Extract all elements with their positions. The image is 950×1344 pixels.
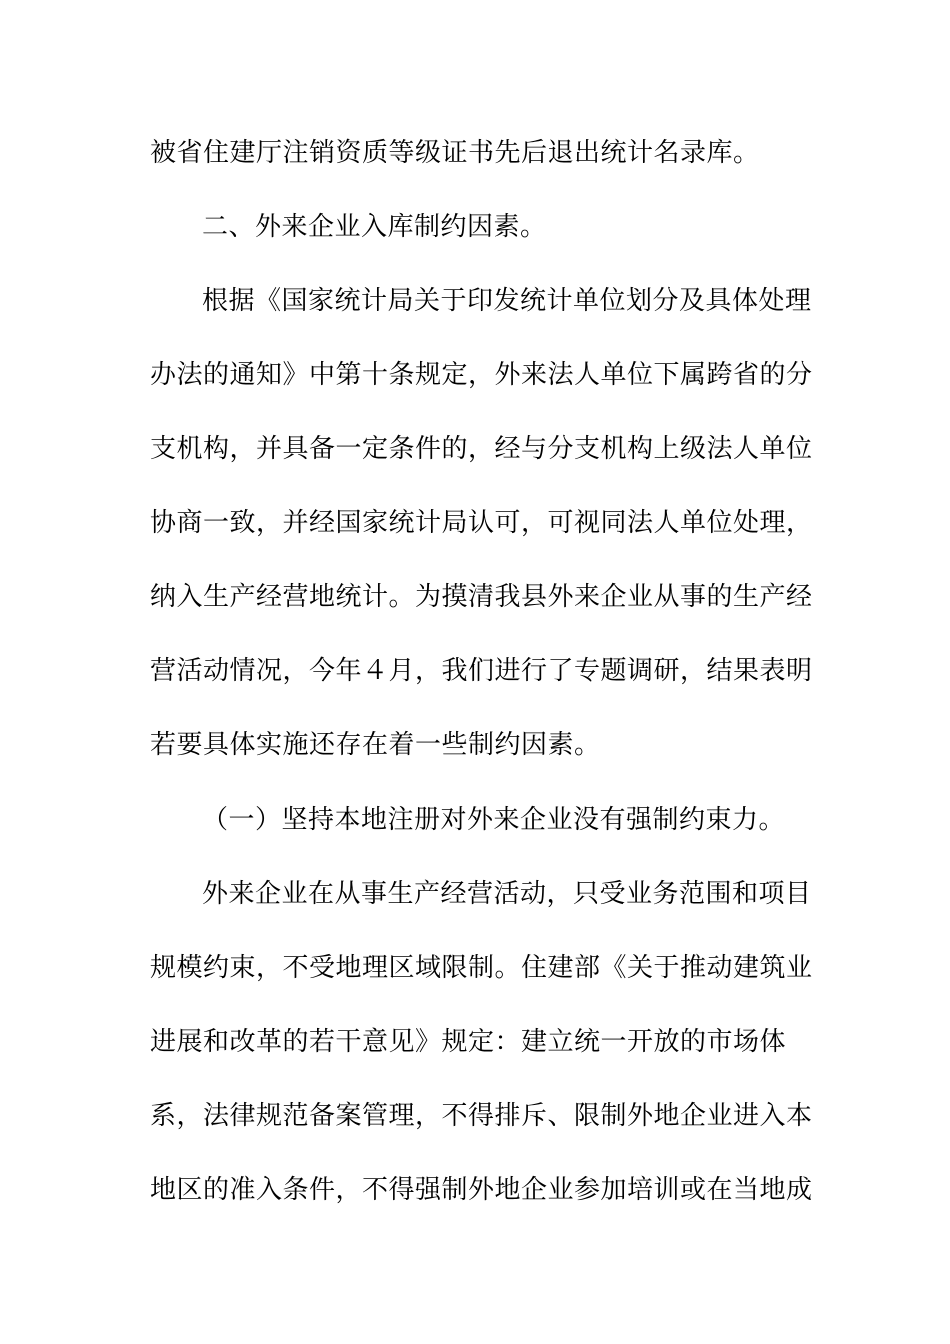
paragraph-line: 办法的通知》中第十条规定，外来法人单位下属跨省的分: [150, 360, 813, 390]
paragraph-line: 系，法律规范备案管理，不得排斥、限制外地企业进入本: [150, 1101, 813, 1131]
paragraph-line: 根据《国家统计局关于印发统计单位划分及具体处理: [202, 286, 812, 316]
paragraph-line: 被省住建厅注销资质等级证书先后退出统计名录库。: [150, 138, 760, 168]
paragraph-line: 营活动情况，今年４月，我们进行了专题调研，结果表明: [150, 656, 813, 686]
paragraph-line: 协商一致，并经国家统计局认可，可视同法人单位处理，: [150, 508, 813, 538]
paragraph-line: 地区的准入条件，不得强制外地企业参加培训或在当地成: [150, 1175, 813, 1205]
paragraph-line: 进展和改革的若干意见》规定：建立统一开放的市场体: [150, 1027, 787, 1057]
section-heading: 二、外来企业入库制约因素。: [202, 212, 547, 242]
subsection-heading: （一）坚持本地注册对外来企业没有强制约束力。: [202, 805, 786, 835]
paragraph-line: 外来企业在从事生产经营活动，只受业务范围和项目: [202, 879, 812, 909]
paragraph-line: 若要具体实施还存在着一些制约因素。: [150, 730, 601, 760]
paragraph-line: 纳入生产经营地统计。为摸清我县外来企业从事的生产经: [150, 582, 813, 612]
paragraph-line: 支机构，并具备一定条件的，经与分支机构上级法人单位: [150, 434, 813, 464]
paragraph-line: 规模约束，不受地理区域限制。住建部《关于推动建筑业: [150, 953, 813, 983]
